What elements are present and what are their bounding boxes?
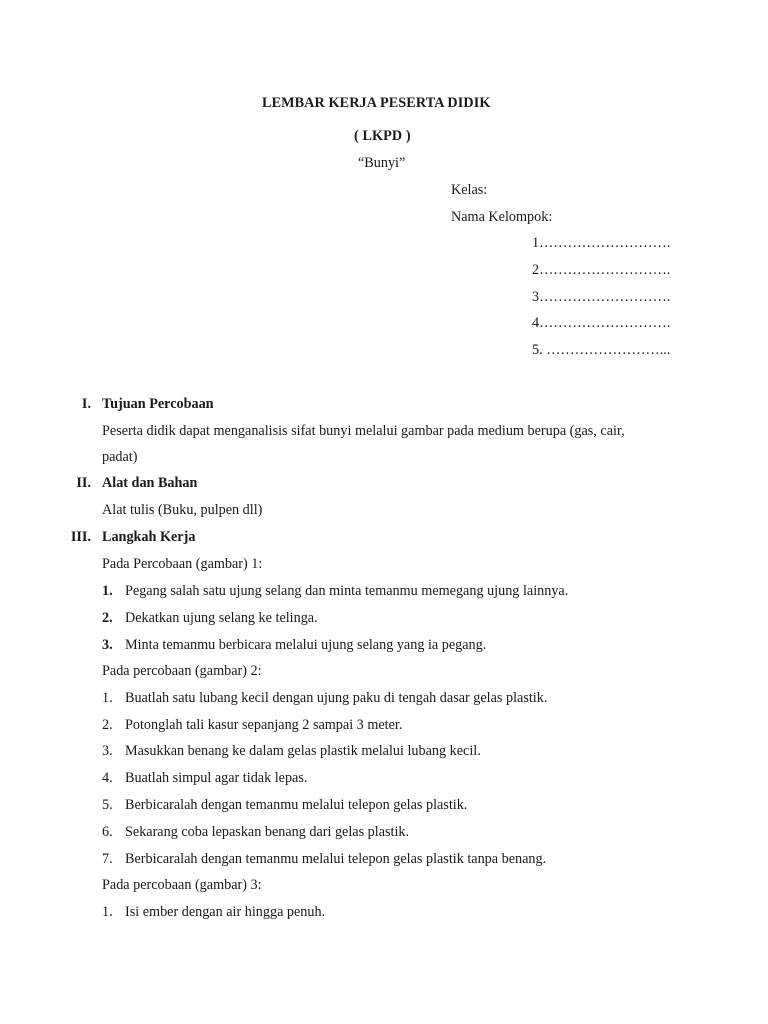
- exp1-step-1-text: Pegang salah satu ujung selang dan minta temanmu memegang ujung lainnya.: [125, 583, 569, 599]
- experiment-2-label: Pada percobaan (gambar) 2:: [102, 663, 262, 679]
- exp2-step-6-text: Sekarang coba lepaskan benang dari gelas plastik.: [125, 824, 410, 840]
- document-subtitle: ( LKPD ): [354, 128, 411, 144]
- section-1-body-line-2: padat): [102, 449, 138, 465]
- exp2-step-5-text: Berbicaralah dengan temanmu melalui telepon gelas plastik.: [125, 797, 468, 813]
- exp2-step-3-text: Masukkan benang ke dalam gelas plastik melalui lubang kecil.: [125, 743, 481, 759]
- member-line-4: 4……………………….: [532, 315, 671, 331]
- exp2-step-5-number: 5.: [102, 797, 113, 813]
- exp2-step-2-number: 2.: [102, 717, 113, 733]
- exp2-step-7-number: 7.: [102, 851, 113, 867]
- exp1-step-2-number: 2.: [102, 610, 113, 626]
- document-topic: “Bunyi”: [358, 155, 406, 171]
- member-line-5: 5. ……………………...: [532, 342, 671, 358]
- kelas-label: Kelas:: [451, 182, 488, 198]
- section-2-heading: Alat dan Bahan: [102, 475, 198, 491]
- document-title: LEMBAR KERJA PESERTA DIDIK: [262, 95, 491, 111]
- member-line-3: 3……………………….: [532, 289, 671, 305]
- exp2-step-1-number: 1.: [102, 690, 113, 706]
- section-2-body: Alat tulis (Buku, pulpen dll): [102, 502, 263, 518]
- exp1-step-1-number: 1.: [102, 583, 113, 599]
- exp1-step-2-text: Dekatkan ujung selang ke telinga.: [125, 610, 318, 626]
- exp3-step-1-text: Isi ember dengan air hingga penuh.: [125, 904, 326, 920]
- section-3-heading: Langkah Kerja: [102, 529, 196, 545]
- exp2-step-3-number: 3.: [102, 743, 113, 759]
- exp2-step-4-number: 4.: [102, 770, 113, 786]
- exp1-step-3-text: Minta temanmu berbicara melalui ujung selang yang ia pegang.: [125, 637, 487, 653]
- exp2-step-1-text: Buatlah satu lubang kecil dengan ujung paku di tengah dasar gelas plastik.: [125, 690, 548, 706]
- exp2-step-4-text: Buatlah simpul agar tidak lepas.: [125, 770, 308, 786]
- exp2-step-2-text: Potonglah tali kasur sepanjang 2 sampai 3 meter.: [125, 717, 403, 733]
- member-line-1: 1……………………….: [532, 235, 671, 251]
- exp3-step-1-number: 1.: [102, 904, 113, 920]
- kelompok-label: Nama Kelompok:: [451, 209, 553, 225]
- section-1-body-line-1: Peserta didik dapat menganalisis sifat bunyi melalui gambar pada medium berupa (gas, cair,: [102, 423, 625, 439]
- exp1-step-3-number: 3.: [102, 637, 113, 653]
- section-1-heading: Tujuan Percobaan: [102, 396, 214, 412]
- exp2-step-7-text: Berbicaralah dengan temanmu melalui telepon gelas plastik tanpa benang.: [125, 851, 547, 867]
- exp2-step-6-number: 6.: [102, 824, 113, 840]
- experiment-1-label: Pada Percobaan (gambar) 1:: [102, 556, 263, 572]
- section-2-numeral: II.: [76, 475, 91, 491]
- section-3-numeral: III.: [70, 529, 91, 545]
- experiment-3-label: Pada percobaan (gambar) 3:: [102, 877, 262, 893]
- section-1-numeral: I.: [81, 396, 91, 412]
- member-line-2: 2……………………….: [532, 262, 671, 278]
